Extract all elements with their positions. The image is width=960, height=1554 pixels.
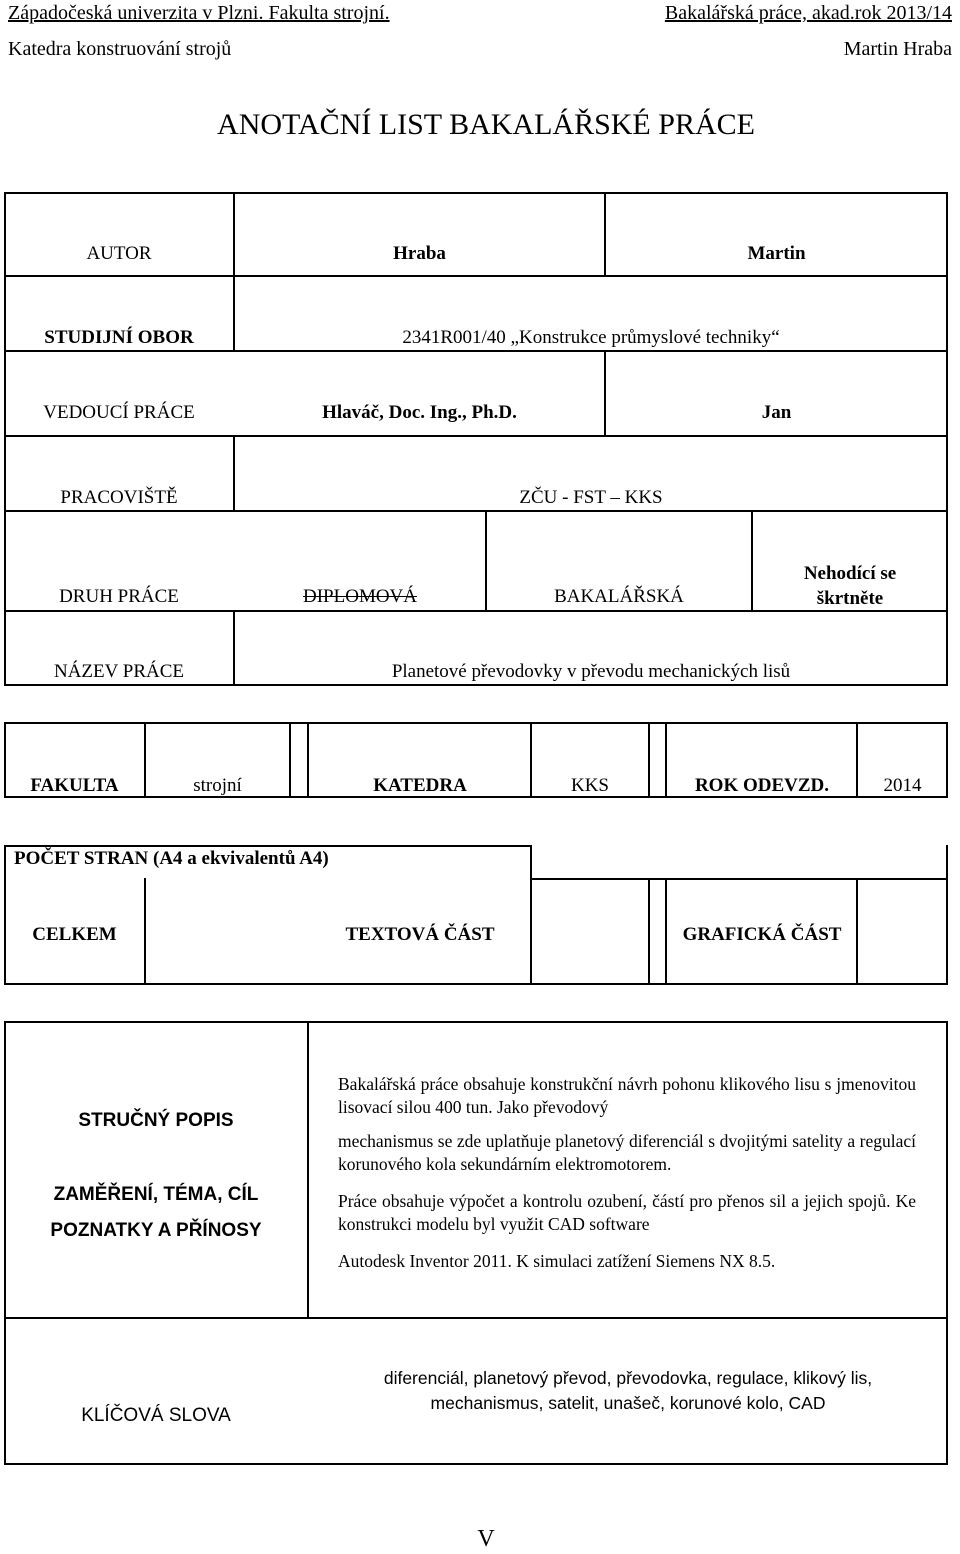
pages-total-label: CELKEM xyxy=(32,924,117,945)
summary-paragraph-4: Autodesk Inventor 2011. K simulaci zatížení Siemens NX 8.5. xyxy=(338,1251,776,1271)
page-number: V xyxy=(477,1526,495,1552)
summary-text xyxy=(338,1073,916,1273)
header-department: Katedra konstruování strojů xyxy=(8,38,232,60)
supervisor-surname-titles: Hlaváč, Doc. Ing., Ph.D. xyxy=(322,402,517,423)
submission-year-label: ROK ODEVZD. xyxy=(694,775,830,796)
summary-paragraph-1: Bakalářská práce obsahuje konstrukční návrh pohonu klikového lisu s jmenovitou lisovací silou 400 tun. Jako převodový xyxy=(338,1074,916,1117)
keywords-label: KLÍČOVÁ SLOVA xyxy=(81,1405,231,1426)
department-value: KKS xyxy=(570,775,609,796)
keywords-value: diferenciál, planetový převod, převodovka, regulace, klikový lis, mechanismus, satelit, unašeč, korunové kolo, CAD xyxy=(383,1368,873,1413)
work-type-bachelor: BAKALÁŘSKÁ xyxy=(554,586,684,607)
pages-heading: POČET STRAN (A4 a ekvivalentů A4) xyxy=(14,848,329,869)
summary-brief-label: STRUČNÝ POPIS xyxy=(78,1110,234,1131)
supervisor-first-name: Jan xyxy=(761,402,792,423)
header-university: Západočeská univerzita v Plzni. Fakulta strojní. xyxy=(8,2,390,24)
author-surname: Hraba xyxy=(393,243,446,264)
work-type-label: DRUH PRÁCE xyxy=(59,586,179,607)
pages-text-label: TEXTOVÁ ČÁST xyxy=(345,924,495,945)
workplace-value: ZČU - FST – KKS xyxy=(519,487,663,508)
workplace-label: PRACOVIŠTĚ xyxy=(60,487,178,508)
work-title-value: Planetové převodovky v převodu mechanických lisů xyxy=(391,661,791,682)
study-field-value: 2341R001/40 „Konstrukce průmyslové techniky“ xyxy=(402,327,780,348)
header-author-name: Martin Hraba xyxy=(843,38,952,60)
submission-year-value: 2014 xyxy=(883,775,922,796)
summary-focus-label: ZAMĚŘENÍ, TÉMA, CÍL xyxy=(53,1184,259,1205)
work-type-note: Nehodící se škrtněte xyxy=(803,563,897,609)
header-thesis-year: Bakalářská práce, akad.rok 2013/14 xyxy=(664,2,952,24)
summary-findings-label: POZNATKY A PŘÍNOSY xyxy=(50,1220,262,1241)
author-label: AUTOR xyxy=(86,243,152,264)
author-first-name: Martin xyxy=(747,243,806,264)
faculty-label: FAKULTA xyxy=(30,775,119,796)
page-title: ANOTAČNÍ LIST BAKALÁŘSKÉ PRÁCE xyxy=(217,108,755,141)
pages-graphic-label: GRAFICKÁ ČÁST xyxy=(682,924,842,945)
summary-paragraph-2: mechanismus se zde uplatňuje planetový diferenciál s dvojitými satelity a regulací korunového kola sekundárním elektromotorem. xyxy=(338,1131,916,1174)
faculty-value: strojní xyxy=(193,775,242,796)
study-field-label: STUDIJNÍ OBOR xyxy=(44,327,194,348)
supervisor-label: VEDOUCÍ PRÁCE xyxy=(43,402,195,423)
department-label: KATEDRA xyxy=(373,775,467,796)
work-title-label: NÁZEV PRÁCE xyxy=(53,661,185,682)
summary-paragraph-3: Práce obsahuje výpočet a kontrolu ozubení, částí pro přenos sil a jejich spojů. Ke konstrukci modelu byl využit CAD software xyxy=(338,1191,916,1234)
work-type-diploma-struck: DIPLOMOVÁ xyxy=(303,586,417,607)
